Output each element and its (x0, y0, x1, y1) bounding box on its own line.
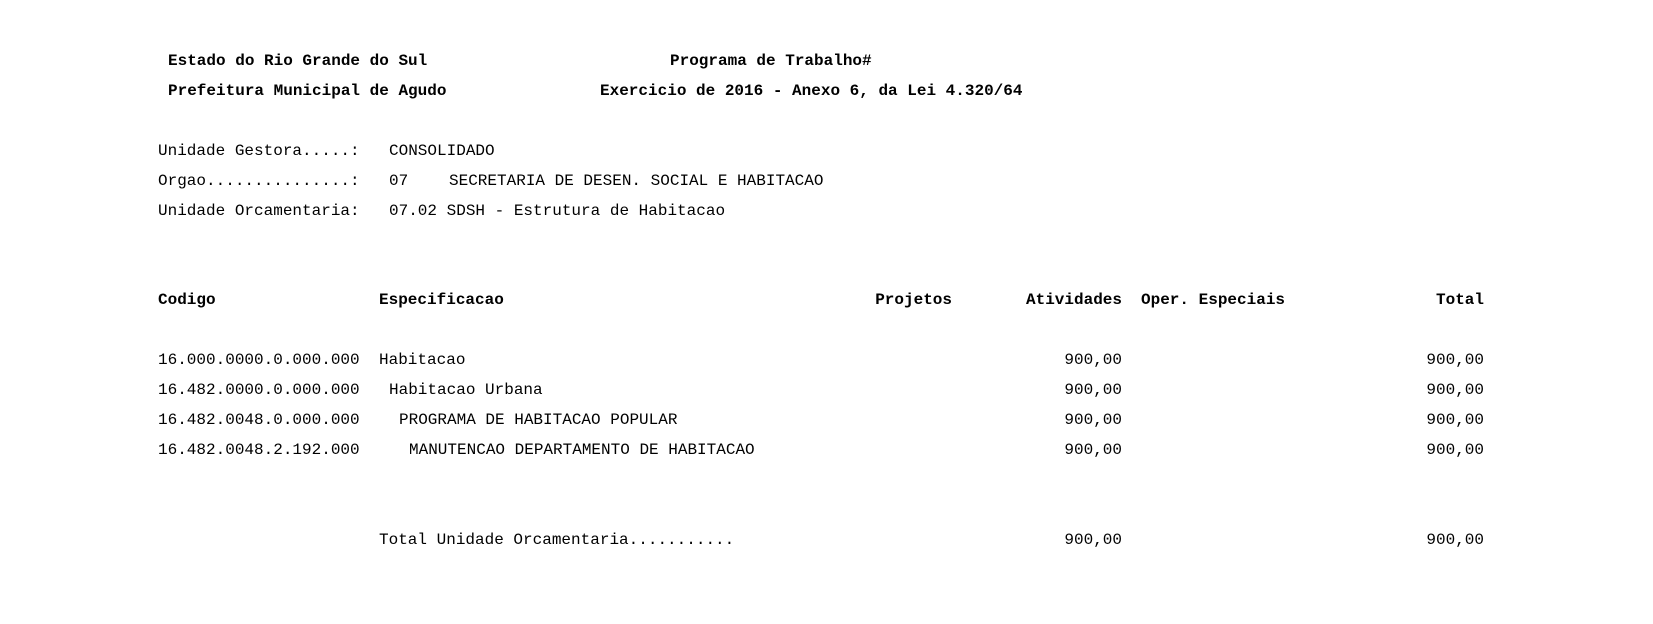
unidade-gestora-value: CONSOLIDADO (389, 142, 495, 160)
unidade-gestora-label: Unidade Gestora.....: (158, 142, 360, 160)
row-total: 900,00 (1426, 411, 1484, 429)
row-atividades: 900,00 (1064, 441, 1122, 459)
row-codigo: 16.000.0000.0.000.000 (158, 351, 360, 369)
row-codigo: 16.482.0000.0.000.000 (158, 381, 360, 399)
col-atividades: Atividades (1025, 291, 1122, 309)
col-projetos: Projetos (875, 291, 952, 309)
row-total: 900,00 (1426, 381, 1484, 399)
total-label: Total Unidade Orcamentaria........... (379, 531, 735, 549)
orgao-name: SECRETARIA DE DESEN. SOCIAL E HABITACAO (449, 172, 824, 190)
col-especificacao: Especificacao (379, 291, 504, 309)
col-oper-especiais: Oper. Especiais (1141, 291, 1286, 309)
row-atividades: 900,00 (1064, 381, 1122, 399)
row-atividades: 900,00 (1064, 411, 1122, 429)
row-especificacao: Habitacao Urbana (389, 381, 543, 399)
orgao-code: 07 (389, 172, 409, 190)
orgao-label: Orgao...............: (158, 172, 360, 190)
row-codigo: 16.482.0048.0.000.000 (158, 411, 360, 429)
col-total: Total (1435, 291, 1484, 309)
unidade-orcamentaria-value: 07.02 SDSH - Estrutura de Habitacao (389, 202, 726, 220)
report-title: Programa de Trabalho# (670, 52, 872, 70)
unidade-orcamentaria-label: Unidade Orcamentaria: (158, 202, 360, 220)
row-codigo: 16.482.0048.2.192.000 (158, 441, 360, 459)
row-total: 900,00 (1426, 351, 1484, 369)
exercise-title: Exercicio de 2016 - Anexo 6, da Lei 4.320/64 (600, 82, 1023, 100)
row-especificacao: Habitacao (379, 351, 466, 369)
row-especificacao: PROGRAMA DE HABITACAO POPULAR (399, 411, 678, 429)
row-atividades: 900,00 (1064, 351, 1122, 369)
row-especificacao: MANUTENCAO DEPARTAMENTO DE HABITACAO (409, 441, 755, 459)
col-codigo: Codigo (158, 291, 216, 309)
total-total: 900,00 (1426, 531, 1484, 549)
municipality-name: Prefeitura Municipal de Agudo (168, 82, 447, 100)
total-atividades: 900,00 (1064, 531, 1122, 549)
row-total: 900,00 (1426, 441, 1484, 459)
state-name: Estado do Rio Grande do Sul (168, 52, 428, 70)
